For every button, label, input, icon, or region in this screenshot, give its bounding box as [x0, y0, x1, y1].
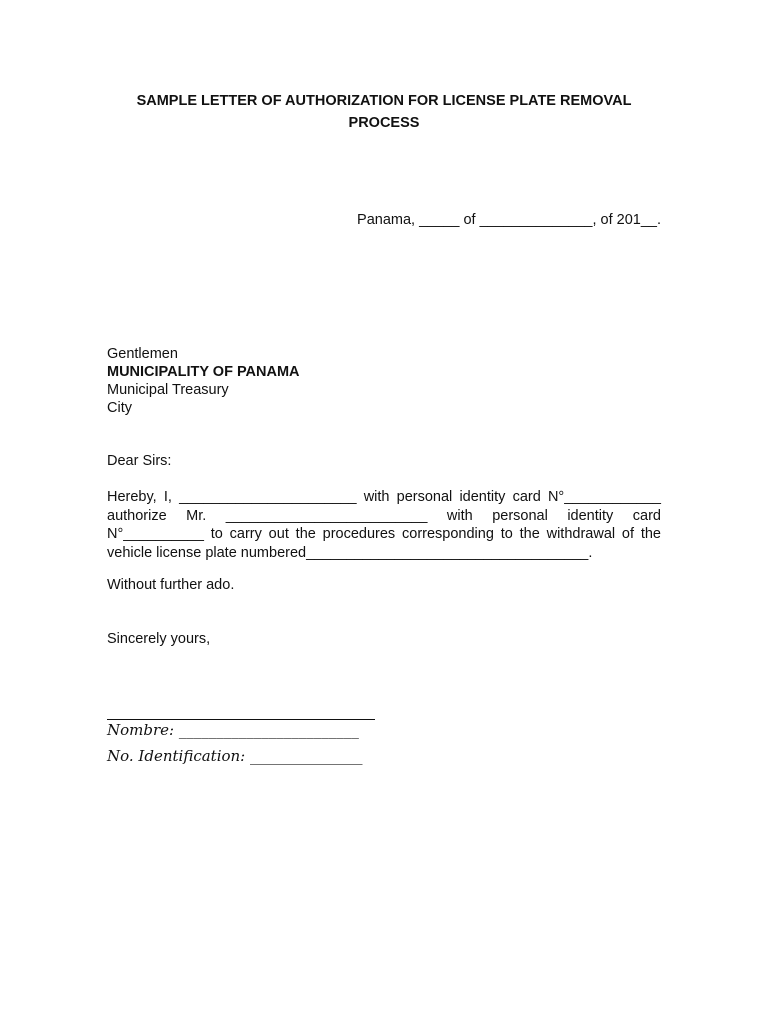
addressee-city: City [107, 400, 132, 416]
addressee-greeting: Gentlemen [107, 346, 178, 362]
letter-title: SAMPLE LETTER OF AUTHORIZATION FOR LICENSE PLATE REMOVAL PROCESS [136, 93, 632, 131]
signature-line [107, 718, 375, 720]
sign-off: Sincerely yours, [107, 631, 211, 647]
closing-remark: Without further ado. [107, 577, 235, 593]
salutation: Dear Sirs: [107, 453, 172, 469]
date-line: Panama, _____ of ______________, of 201__. [357, 212, 661, 228]
addressee-organization: MUNICIPALITY OF PANAMA [107, 364, 300, 380]
signature-name-field: Nombre: ________________________ [107, 721, 359, 739]
signature-id-field: No. Identification: _______________ [107, 747, 363, 765]
addressee-department: Municipal Treasury [107, 382, 229, 398]
letter-body: Hereby, I, ______________________ with personal identity card N°____________ authorize Mr. _________________________ with personal identity card N°__________ to carry out the procedures corresponding to the withdrawal of the vehicle license plate numbered___________________________________. [107, 489, 661, 561]
addressee-block [107, 345, 300, 417]
